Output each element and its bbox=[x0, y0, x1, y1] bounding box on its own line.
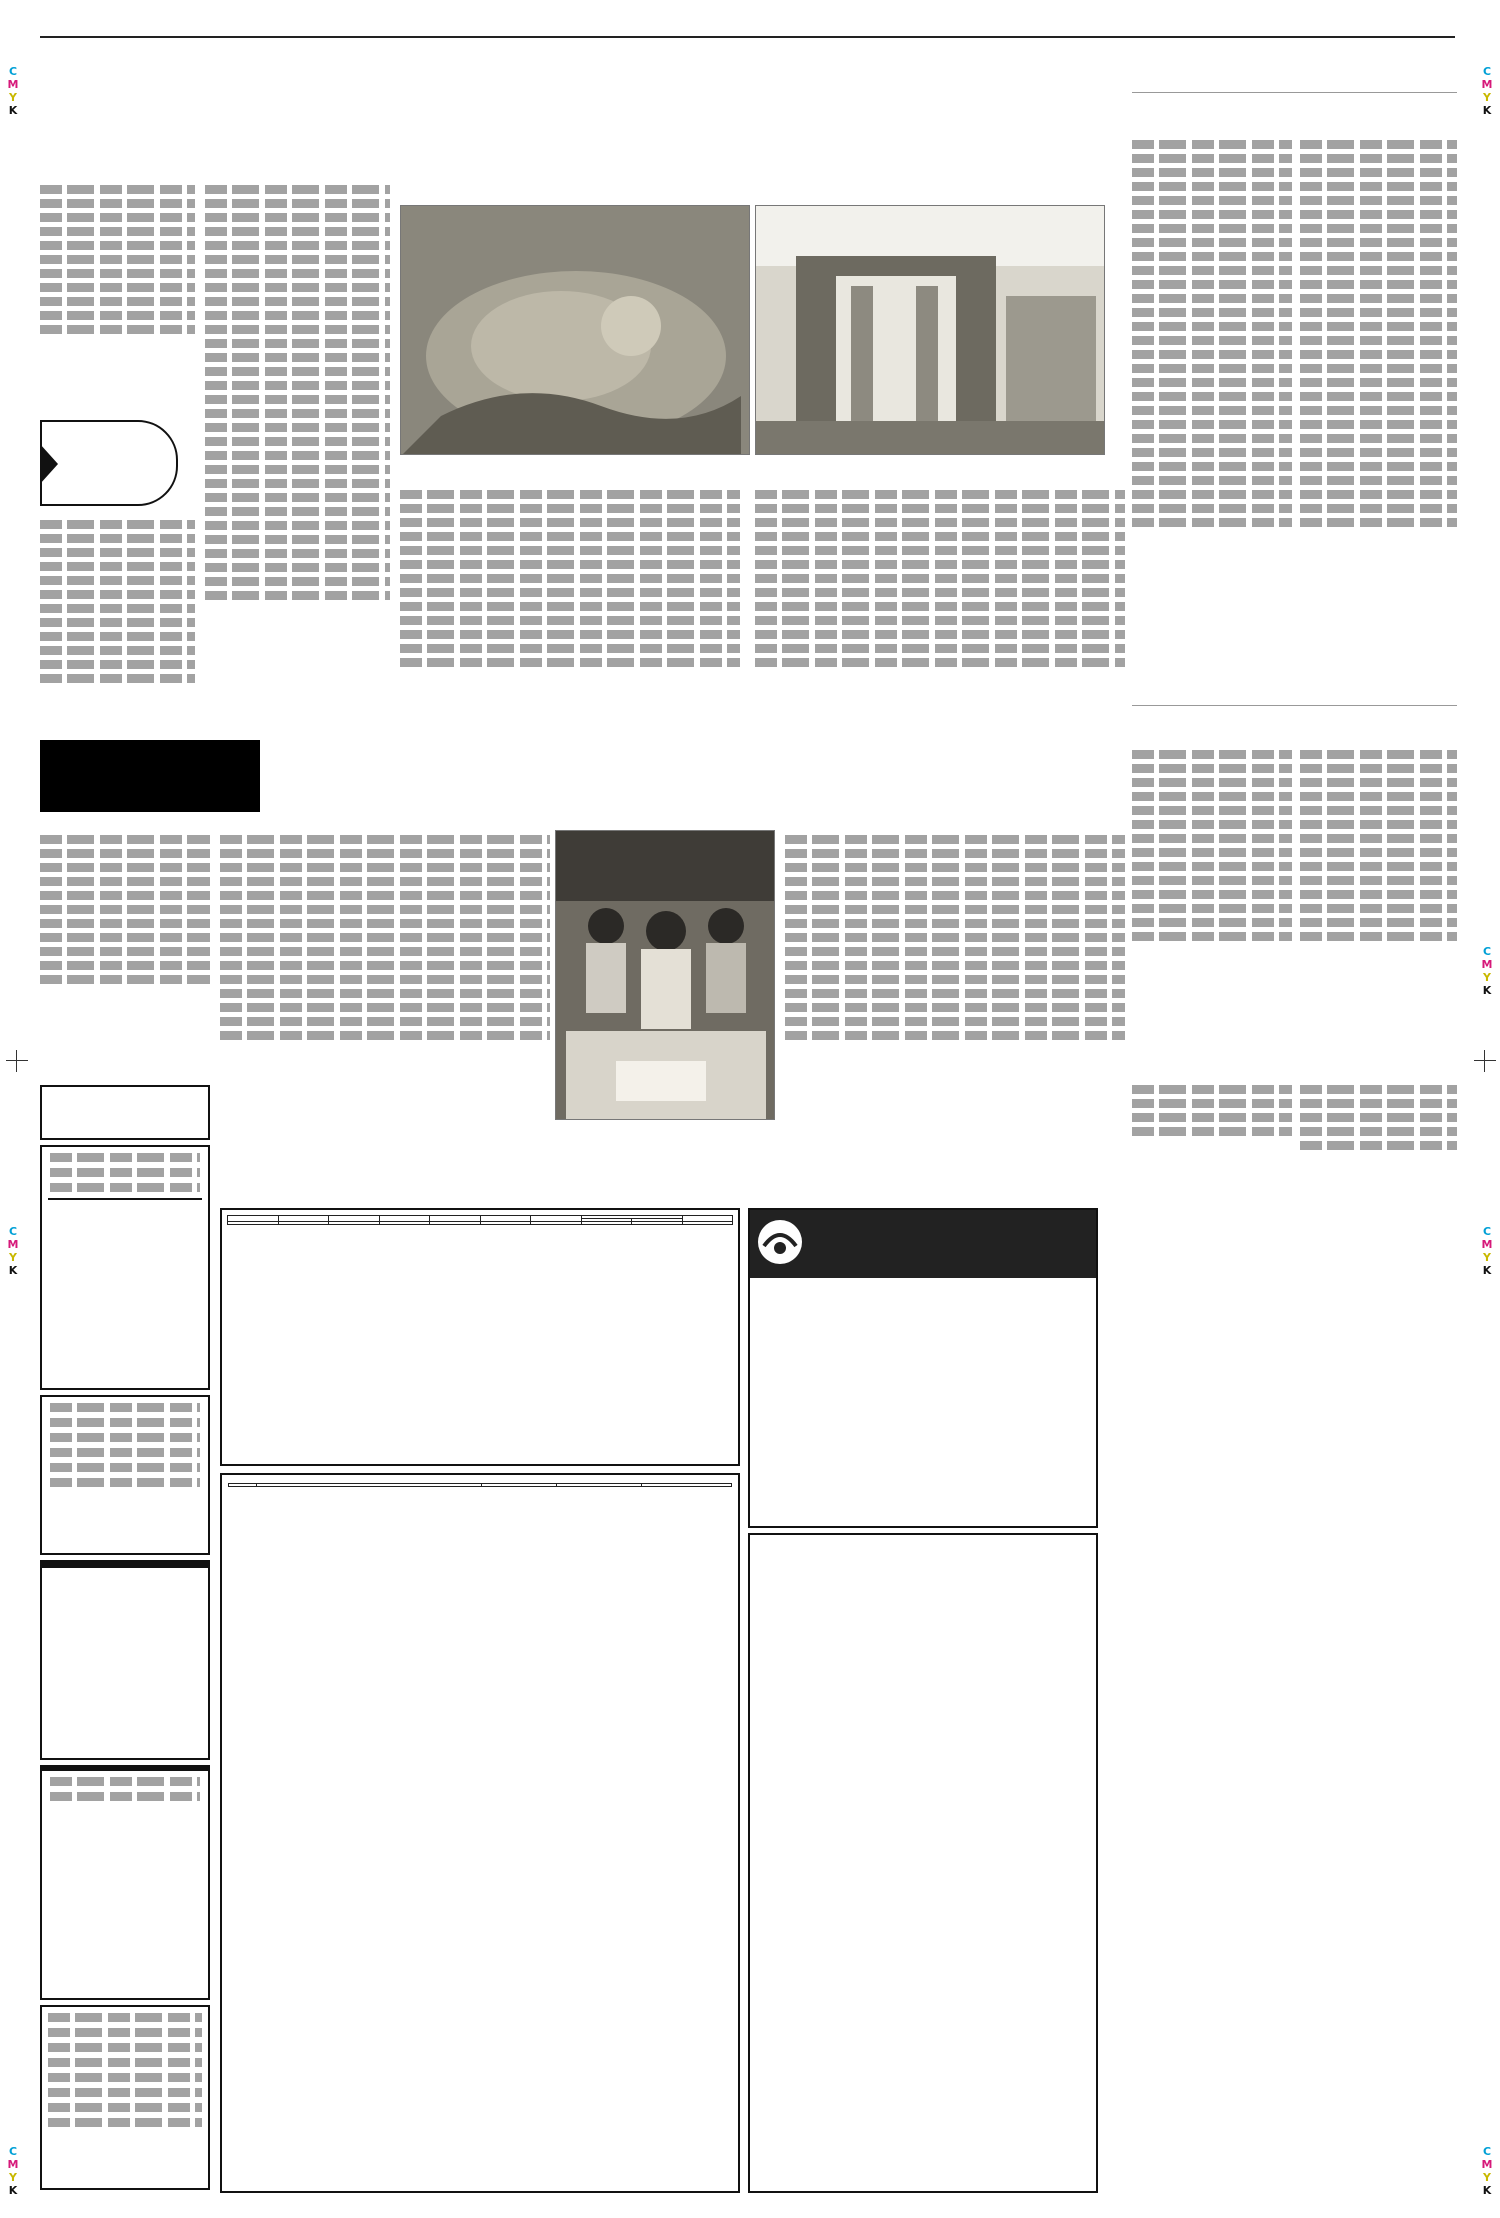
lead-headline bbox=[40, 50, 1125, 165]
zss-th bbox=[257, 1484, 482, 1487]
temple-pillars-photo bbox=[755, 205, 1105, 455]
poster-story-column-2 bbox=[1300, 1080, 1457, 1195]
table-cell bbox=[379, 1222, 430, 1225]
temple-ruins-illustration bbox=[401, 206, 750, 455]
bsnl-header bbox=[750, 1210, 1096, 1278]
table-cell bbox=[480, 1222, 531, 1225]
table-cell bbox=[430, 1222, 481, 1225]
lead-story-column-1b bbox=[40, 515, 195, 730]
college-story-column-1 bbox=[1132, 745, 1292, 1035]
table-cell bbox=[632, 1222, 683, 1225]
temple-pillars-illustration bbox=[756, 206, 1105, 455]
lead-story-column-3 bbox=[400, 485, 740, 730]
dpo-sundargarh-notification-2 bbox=[748, 1533, 1098, 2193]
murder-story-headline bbox=[275, 740, 1125, 812]
arrest-illustration bbox=[556, 831, 775, 1120]
zss-th bbox=[482, 1484, 557, 1487]
zss-posts-table bbox=[228, 1483, 732, 1487]
side-story-column-2 bbox=[1300, 135, 1457, 695]
lead-story-column-1 bbox=[40, 180, 195, 410]
odisha-corporation-ad bbox=[40, 1395, 210, 1555]
ad-brand bbox=[42, 1562, 208, 1568]
crosshair-mark-left bbox=[6, 1050, 28, 1072]
murder-story-column-2 bbox=[220, 830, 550, 1150]
page-header bbox=[40, 8, 1455, 38]
college-story-headline bbox=[1132, 705, 1457, 710]
bsnl-tender-notice bbox=[748, 1208, 1098, 1528]
zss-th bbox=[642, 1484, 732, 1487]
table-cell bbox=[228, 1222, 279, 1225]
cmyk-registration-mark-left-bottom: C M Y K bbox=[7, 2145, 19, 2197]
lead-story-column-4 bbox=[755, 485, 1125, 730]
zss-appointment-notice bbox=[220, 1473, 740, 2193]
heritage-tag bbox=[40, 420, 178, 506]
college-story-column-2 bbox=[1300, 745, 1457, 1035]
ganesh-finance-ad bbox=[40, 1765, 210, 2000]
cmyk-registration-mark-right-top: C M Y K bbox=[1481, 65, 1493, 117]
laxmi-finance-ad bbox=[40, 1560, 210, 1760]
ad-line bbox=[42, 1767, 208, 1771]
cce-table bbox=[227, 1215, 733, 1225]
cce-procurement-notice bbox=[220, 1208, 740, 1466]
table-cell bbox=[531, 1222, 582, 1225]
masthead-right bbox=[1447, 8, 1455, 36]
table-cell bbox=[329, 1222, 380, 1225]
side-story-column-1 bbox=[1132, 135, 1292, 695]
cmyk-registration-mark-right-lower: C M Y K bbox=[1481, 1225, 1493, 1277]
table-cell bbox=[581, 1222, 632, 1225]
display-classified-header bbox=[40, 1085, 210, 1140]
murder-story-tag bbox=[40, 740, 260, 812]
table-cell bbox=[682, 1222, 733, 1225]
reader-notice bbox=[40, 2005, 210, 2190]
cmyk-registration-mark-left-mid: C M Y K bbox=[7, 1225, 19, 1277]
arrest-photo bbox=[555, 830, 775, 1120]
lead-story-column-2 bbox=[205, 180, 390, 730]
zss-th bbox=[557, 1484, 642, 1487]
cmyk-registration-mark-right-bottom: C M Y K bbox=[1481, 2145, 1493, 2197]
table-row bbox=[228, 1222, 733, 1225]
bsnl-logo-icon bbox=[756, 1218, 804, 1266]
cmyk-registration-mark-left-top: C M Y K bbox=[7, 65, 19, 117]
murder-story-column-3 bbox=[785, 830, 1125, 1150]
table-cell bbox=[278, 1222, 329, 1225]
poster-story-column-1 bbox=[1132, 1080, 1292, 1195]
crosshair-mark-right bbox=[1474, 1050, 1496, 1072]
murder-story-column-1 bbox=[40, 830, 210, 1080]
zss-th bbox=[229, 1484, 257, 1487]
temple-ruins-photo bbox=[400, 205, 750, 455]
lifeline-finance-ad bbox=[40, 1145, 210, 1390]
side-story-headline bbox=[1132, 86, 1457, 93]
ad-line bbox=[48, 1198, 202, 1200]
cmyk-registration-mark-right-mid: C M Y K bbox=[1481, 945, 1493, 997]
